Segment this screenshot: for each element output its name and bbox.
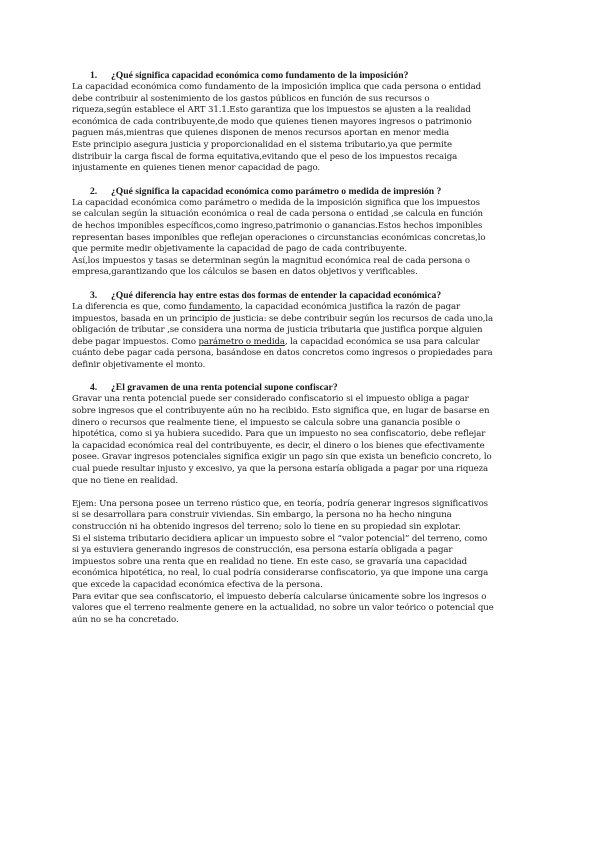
body-line: aún no se ha concretado.	[72, 614, 179, 625]
body-line: se calculan según la situación económica o real de cada persona o entidad ,se calcula en función	[72, 209, 483, 220]
body-line: representan bases imponibles que reflejan operaciones o circunstancias económicas concretas,lo	[72, 232, 486, 243]
body-line: empresa,garantizando que los cálculos se basen en datos objetivos y verificables.	[72, 267, 418, 278]
body-line	[72, 302, 530, 314]
body-line: debe contribuir al sostenimiento de los gastos públicos en función de sus recursos o	[72, 93, 430, 104]
section-title: ¿El gravamen de una renta potencial supone confiscar?	[111, 382, 338, 394]
body-line: hipotética, como si ya hubiera sucedido. Para que un impuesto no sea confiscatorio, debe reflejar	[72, 429, 486, 440]
document-page	[72, 70, 530, 637]
section-heading	[90, 290, 530, 302]
section-1	[72, 70, 530, 175]
body-line: cuánto debe pagar cada persona, basándose en datos concretos como ingresos o propiedades para	[72, 348, 493, 359]
body-text: debe pagar impuestos. Como	[72, 336, 199, 347]
body-text: , la capacidad económica justifica la razón de pagar	[239, 301, 460, 312]
body-line: que no tiene en realidad.	[72, 475, 178, 486]
section-2	[72, 186, 530, 279]
body-line: de hechos imponibles específicos,como ingreso,patrimonio o ganancias.Estos hechos imponibles	[72, 220, 483, 231]
body-line: construcción ni ha obtenido ingresos del terreno; solo lo tiene en su propiedad sin explotar.	[72, 522, 461, 532]
body-line: económica de cada contribuyente,de modo que quienes tienen mayores ingresos o patrimonio	[72, 116, 472, 127]
body-line: dinero o recursos que realmente tiene, el impuesto se calcula sobre una ganancia posible o	[72, 417, 461, 428]
section-body	[72, 302, 530, 372]
body-line: riqueza,según establece el ART 31.1.Esto garantiza que los impuestos se ajusten a la realidad	[72, 105, 471, 116]
section-number: 2.	[90, 185, 98, 197]
body-line: La capacidad económica como fundamento de la imposición implica que cada persona o entidad	[72, 82, 482, 92]
body-line: sobre ingresos que el contribuyente aún no ha recibido. Esto significa que, en lugar de basarse en	[72, 406, 490, 417]
body-line: si ya estuviera generando ingresos de construcción, esa persona estaría obligada a pagar	[72, 545, 453, 556]
body-line: Este principio asegura justicia y proporcionalidad en el sistema tributario,ya que permite	[72, 139, 452, 150]
body-line: que excede la capacidad económica efectiva de la persona.	[72, 579, 323, 590]
section-title: ¿Qué diferencia hay entre estas dos formas de entender la capacidad económica?	[111, 289, 442, 301]
section-title: ¿Qué significa capacidad económica como fundamento de la imposición?	[111, 70, 409, 81]
section-heading	[90, 382, 530, 394]
body-line: distribuir la carga fiscal de forma equitativa,evitando que el peso de los impuestos recaiga	[72, 151, 458, 162]
body-line: que permite medir objetivamente la capacidad de pago de cada contribuyente.	[72, 244, 407, 255]
body-line: Para evitar que sea confiscatorio, el impuesto debería calcularse únicamente sobre los ingresos o	[72, 591, 487, 602]
body-line: Si el sistema tributario decidiera aplicar un impuesto sobre el “valor potencial” del terreno, como	[72, 533, 488, 544]
section-body	[72, 394, 530, 626]
section-3	[72, 290, 530, 372]
body-line: injustamente en quienes tienen menor capacidad de pago.	[72, 163, 321, 174]
section-4	[72, 382, 530, 626]
body-line: paguen más,mientras que quienes disponen de menos recursos aportan en menor media	[72, 128, 450, 139]
body-line: cual puede resultar injusto y excesivo, ya que la persona estaría obligada a pagar por una riqueza	[72, 464, 489, 475]
body-line: posee. Gravar ingresos potenciales significa exigir un pago sin que exista un beneficio concreto, lo	[72, 452, 492, 463]
body-line: impuestos sobre una renta que en realidad no tiene. En este caso, se gravaría una capacidad	[72, 556, 468, 567]
section-heading	[90, 186, 530, 198]
section-body	[72, 198, 530, 279]
section-number: 3.	[90, 289, 98, 301]
section-title: ¿Qué significa la capacidad económica como parámetro o medida de impresión ?	[111, 185, 442, 197]
body-line: económica hipotética, no real, lo cual podría considerarse confiscatorio, ya que impone una carga	[72, 568, 489, 579]
body-text: La diferencia es que, como	[72, 301, 189, 312]
body-line: la capacidad económica real del contribuyente, es decir, el dinero o los bienes que efectivamente	[72, 440, 485, 451]
underlined-term: fundamento	[188, 301, 240, 312]
body-line: Gravar una renta potencial puede ser considerado confiscatorio si el impuesto obliga a pagar	[72, 394, 469, 405]
section-number: 1.	[90, 70, 98, 81]
body-line: obligación de tributar ,se considera una norma de justicia tributaria que justifica porque alguien	[72, 325, 483, 336]
section-number: 4.	[90, 382, 98, 394]
body-line: definir objetivamente el monto.	[72, 359, 206, 370]
body-text: , la capacidad económica se usa para calcular	[284, 336, 480, 347]
body-line: Ejem: Una persona posee un terreno rústico que, en teoría, podría generar ingresos significativos	[72, 498, 488, 509]
section-heading	[90, 70, 530, 82]
body-line: valores que el terreno realmente genere en la actualidad, no sobre un valor teórico o potencial que	[72, 603, 494, 614]
section-body	[72, 82, 530, 175]
body-line: Así,los impuestos y tasas se determinan según la magnitud económica real de cada persona o	[72, 255, 470, 266]
body-line	[72, 337, 530, 349]
paragraph-gap	[72, 487, 530, 499]
body-line: impuestos, basada en un principio de justicia: se debe contribuir según los recursos de cada uno,la	[72, 313, 494, 324]
underlined-term: parámetro o medida	[198, 336, 285, 347]
body-line: si se desarrollara para construir viviendas. Sin embargo, la persona no ha hecho ninguna	[72, 510, 452, 521]
body-line: La capacidad económica como parámetro o medida de la imposición significa que los impuestos	[72, 197, 480, 208]
